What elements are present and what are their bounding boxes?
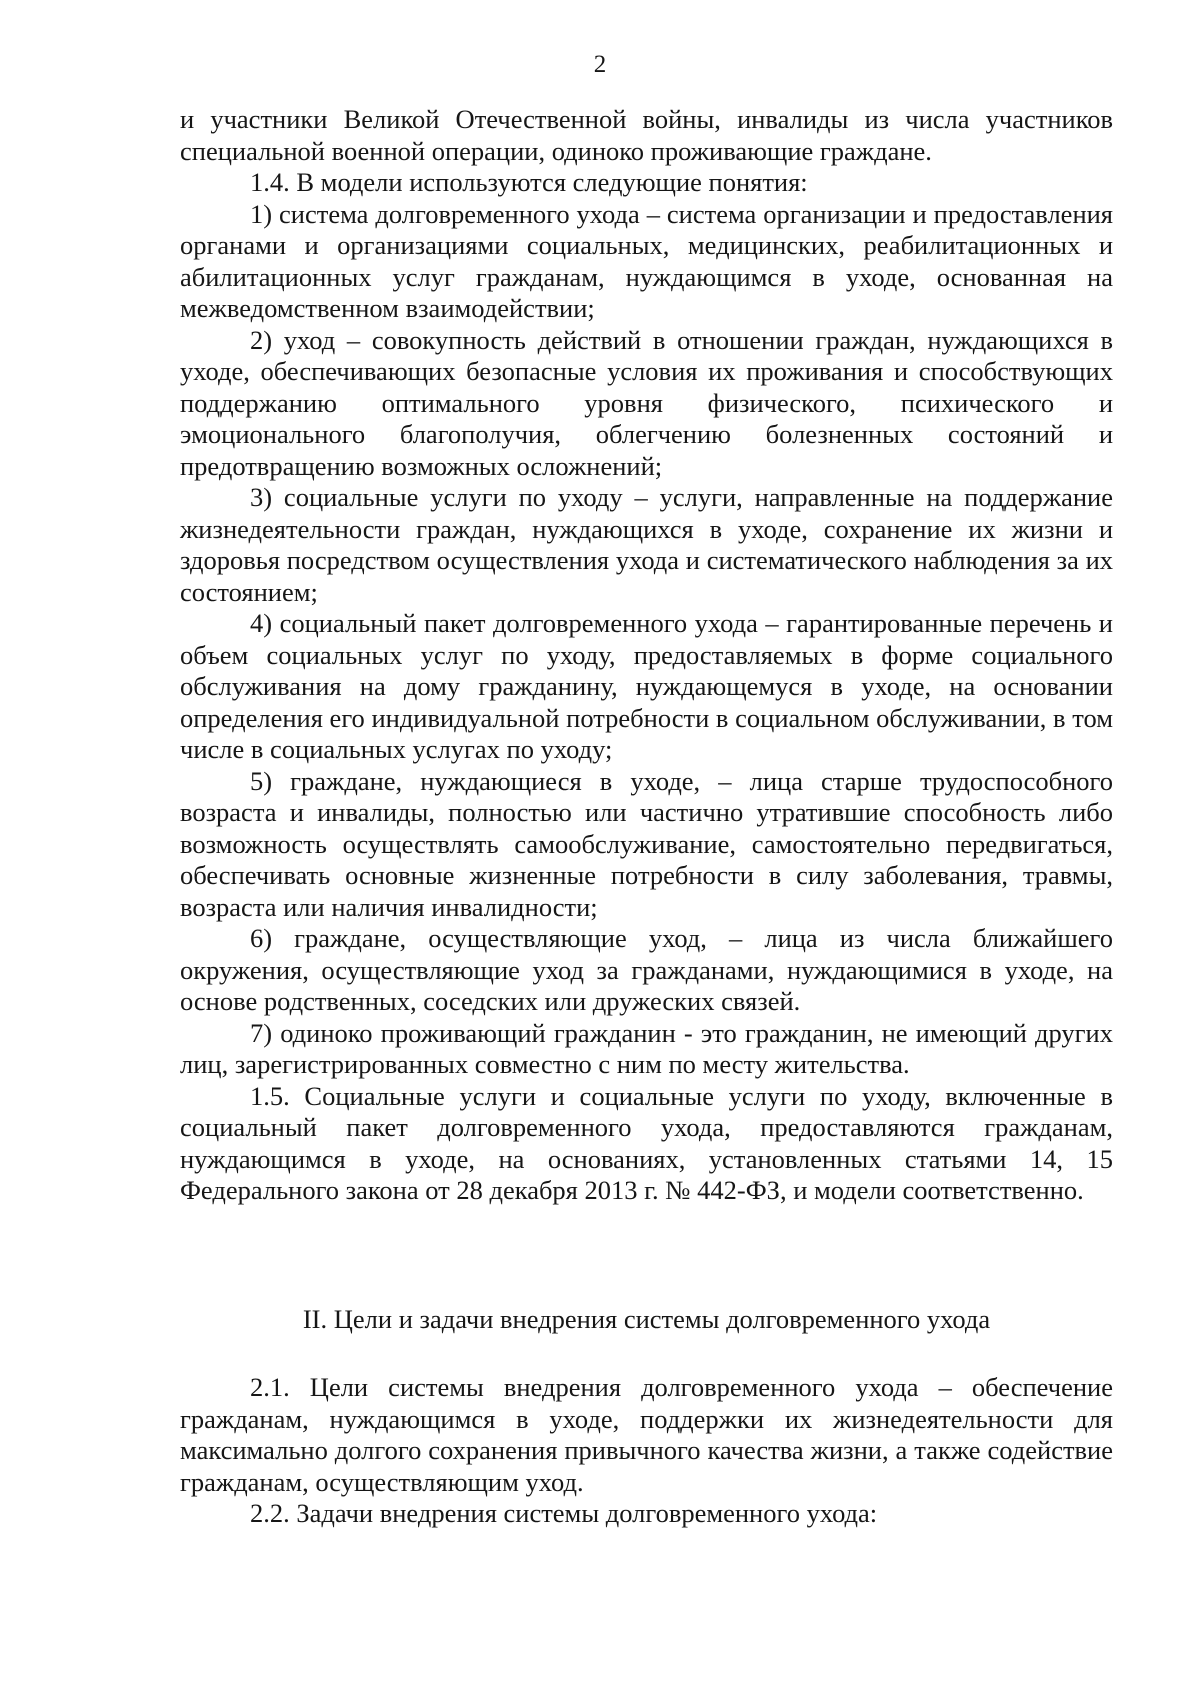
paragraph-1-4: 1.4. В модели используются следующие понятия: bbox=[250, 167, 808, 197]
paragraph-continuation: и участники Великой Отечественной войны, инвалиды из числа участников специальной военной операции, одиноко проживающие граждане. bbox=[180, 104, 1113, 166]
paragraph-2-1: 2.1. Цели системы внедрения долговременного ухода – обеспечение гражданам, нуждающимся в уходе, поддержки их жизнедеятельности для максимально долгого сохранения привычного качества жизни, а также содействие гражданам, осуществляющим уход. bbox=[180, 1372, 1113, 1497]
definition-4: 4) социальный пакет долговременного ухода – гарантированные перечень и объем социальных услуг по уходу, предоставляемых в форме социального обслуживания на дому гражданину, нуждающемуся в уходе, на основании определения его индивидуальной потребности в социальном обслуживании, в том числе в социальных услугах по уходу; bbox=[180, 608, 1113, 764]
document-body bbox=[180, 104, 1113, 1207]
definition-6: 6) граждане, осуществляющие уход, – лица из числа ближайшего окружения, осуществляющие уход за гражданами, нуждающимися в уходе, на основе родственных, соседских или дружеских связей. bbox=[180, 923, 1113, 1016]
definition-7: 7) одиноко проживающий гражданин - это гражданин, не имеющий других лиц, зарегистрированных совместно с ним по месту жительства. bbox=[180, 1017, 1113, 1079]
definition-1: 1) система долговременного ухода – система организации и предоставления органами и организациями социальных, медицинских, реабилитационных и абилитационных услуг гражданам, нуждающимся в уходе, основанная на межведомственном взаимодействии; bbox=[180, 198, 1113, 323]
paragraph-2-2: 2.2. Задачи внедрения системы долговременного ухода: bbox=[250, 1498, 878, 1528]
page-number: 2 bbox=[593, 51, 607, 78]
definition-5: 5) граждане, нуждающиеся в уходе, – лица старше трудоспособного возраста и инвалиды, полностью или частично утратившие способность либо возможность осуществлять самообслуживание, самостоятельно передвигаться, обеспечивать основные жизненные потребности в силу заболевания, травмы, возраста или наличия инвалидности; bbox=[180, 765, 1113, 922]
definition-2: 2) уход – совокупность действий в отношении граждан, нуждающихся в уходе, обеспечивающих безопасные условия их проживания и способствующих поддержанию оптимального уровня физического, психического и эмоционального благополучия, облегчению болезненных состояний и предотвращению возможных осложнений; bbox=[180, 324, 1113, 481]
section-heading: II. Цели и задачи внедрения системы долговременного ухода bbox=[302, 1304, 991, 1334]
definition-3: 3) социальные услуги по уходу – услуги, направленные на поддержание жизнедеятельности граждан, нуждающихся в уходе, сохранение их жизни и здоровья посредством осуществления ухода и систематического наблюдения за их состоянием; bbox=[180, 482, 1113, 607]
paragraph-1-5: 1.5. Социальные услуги и социальные услуги по уходу, включенные в социальный пакет долговременного ухода, предоставляются гражданам, нуждающимся в уходе, на основаниях, установленных статьями 14, 15 Федерального закона от 28 декабря 2013 г. № 442-ФЗ, и модели соответственно. bbox=[180, 1080, 1113, 1205]
section-2-body bbox=[180, 1372, 1113, 1530]
